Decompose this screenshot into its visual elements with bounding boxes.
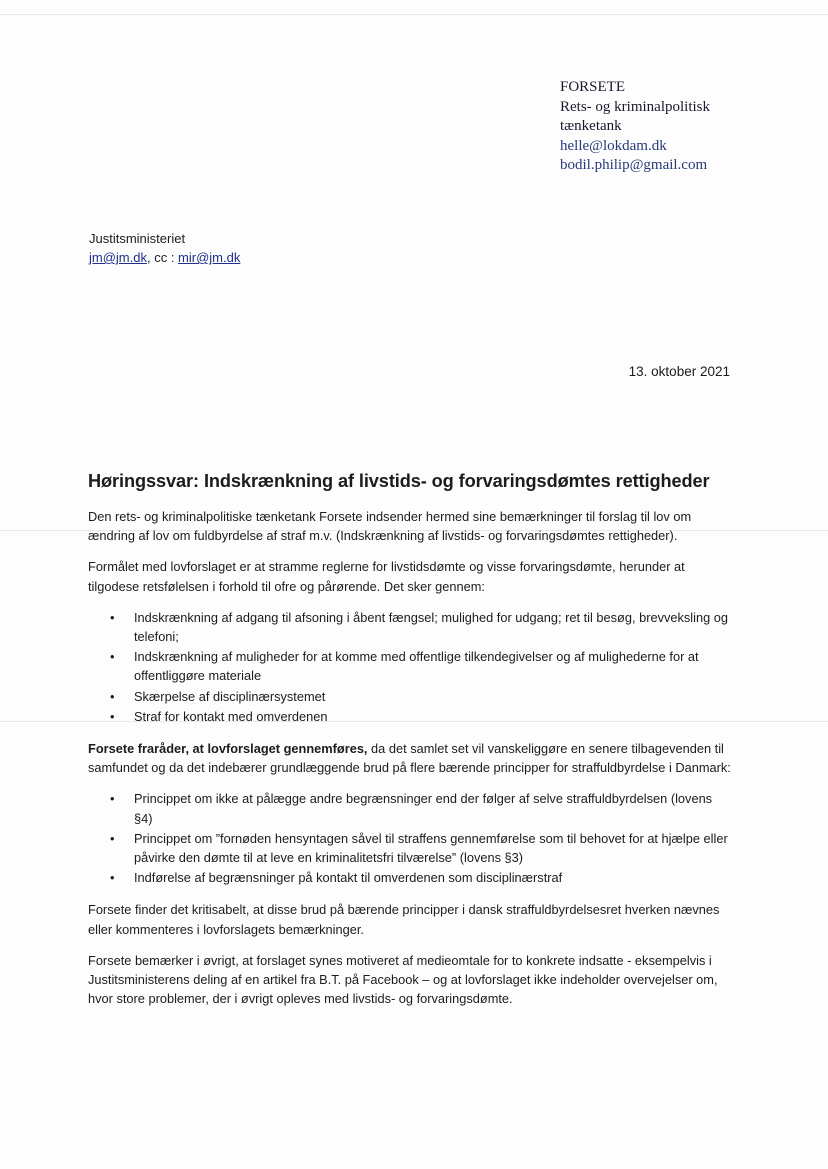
bullet-icon: • <box>110 708 115 724</box>
sender-line-1: Rets- og kriminalpolitisk <box>560 98 710 115</box>
sender-email-1: helle@lokdam.dk <box>560 137 667 154</box>
advice-rest: da det samlet set vil vanskeliggøre en senere tilbagevenden til samfundet og da det indebærer grundlæggende brud på flere bærende principper for straffuldbyrdelse i Danmark: <box>88 741 731 776</box>
letter-date: 13. oktober 2021 <box>628 364 730 379</box>
list-item: • Princippet om ”fornøden hensyntagen såvel til straffens gennemførelse som til behovet for at hjælpe eller påvirke den dømte til at leve en kriminalitetsfri tilværelse” (lovens §3) <box>110 830 728 866</box>
critique-paragraph: Forsete finder det kritisabelt, at disse brud på bærende principper i dansk straffuldbyrdelsesret hverken nævnes eller kommenteres i lovforslagets bemærkninger. <box>88 902 720 937</box>
sender-line-2: tænketank <box>560 118 622 135</box>
list-item: • Indskrænkning af adgang til afsoning i åbent fængsel; mulighed for udgang; ret til besøg, brevveksling og telefoni; <box>110 609 728 645</box>
cc-label: , cc : <box>146 250 179 265</box>
closing-paragraph: Forsete bemærker i øvrigt, at forslaget synes motiveret af medieomtale for to konkrete indsatte - eksempelvis i Justitsministerens deling af en artikel fra B.T. på Facebook – og at lovforslaget ikke indeholder overvejelser om, hvor store problemer, der i øvrigt opleves med livstids- og forvaringsdømte. <box>88 952 718 1007</box>
scan-artifact-line <box>0 14 828 15</box>
bullet-icon: • <box>110 830 115 846</box>
bullet-icon: • <box>110 609 115 625</box>
advice-paragraph <box>88 739 734 777</box>
list-item: • Indførelse af begrænsninger på kontakt til omverdenen som disciplinærstraf <box>88 868 734 887</box>
principles-list <box>88 789 734 887</box>
cc-email-link[interactable]: mir@jm.dk <box>178 250 241 265</box>
list-item: • Princippet om ikke at pålægge andre begrænsninger end der følger af selve straffuldbyrdelsen (lovens §4) <box>110 791 713 826</box>
measures-list <box>88 608 734 726</box>
advice-bold: Forsete fraråder, at lovforslaget gennemføres, <box>88 741 368 757</box>
purpose-paragraph: Formålet med lovforslaget er at stramme reglerne for livstidsdømte og visse forvaringsdømte, herunder at tilgodese retsfølelsen i forhold til ofre og pårørende. Det sker gennem: <box>88 559 685 594</box>
recipient-email-link[interactable]: jm@jm.dk <box>89 250 147 265</box>
recipient-emails <box>89 248 240 267</box>
list-item: • Skærpelse af disciplinærsystemet <box>88 687 734 706</box>
letter-title: Høringssvar: Indskrænkning af livstids- og forvaringsdømtes rettigheder <box>88 471 710 491</box>
list-item: • Straf for kontakt med omverdenen <box>88 707 734 726</box>
sender-block <box>560 78 710 176</box>
list-item: • Indskrænkning af muligheder for at komme med offentlige tilkendegivelser og af mulighederne for at offentliggøre materiale <box>110 649 699 684</box>
sender-name: FORSETE <box>560 79 626 95</box>
recipient-block <box>89 229 240 267</box>
sender-email-2: bodil.philip@gmail.com <box>560 157 708 174</box>
bullet-icon: • <box>110 649 115 665</box>
bullet-icon: • <box>110 688 115 704</box>
recipient-name: Justitsministeriet <box>89 231 186 246</box>
letter-body <box>88 468 734 1020</box>
intro-paragraph: Den rets- og kriminalpolitiske tænketank Forsete indsender hermed sine bemærkninger til forslag til lov om ændring af lov om fuldbyrdelse af straf m.v. (Indskrænkning af livstids- og forvaringsdømtes rettigheder). <box>88 509 692 544</box>
bullet-icon: • <box>110 791 115 807</box>
bullet-icon: • <box>110 870 115 886</box>
